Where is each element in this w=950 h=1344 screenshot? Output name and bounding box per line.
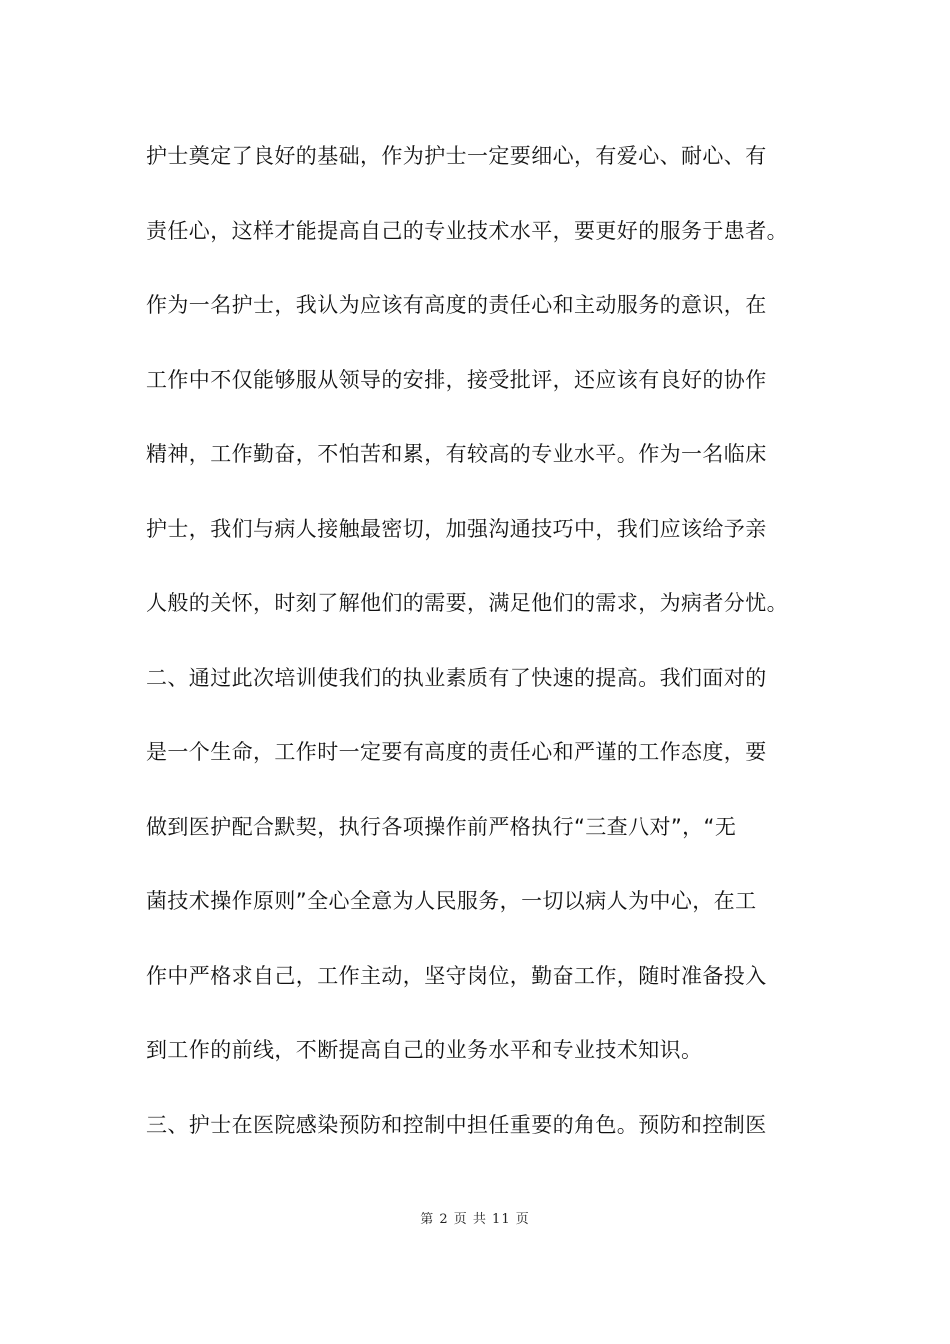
page-number-footer: 第 2 页 共 11 页 <box>420 1212 530 1227</box>
text-line: 作中严格求自己，工作主动，坚守岗位，勤奋工作，随时准备投入 <box>146 963 767 988</box>
text-line: 责任心，这样才能提高自己的专业技术水平，要更好的服务于患者。 <box>146 218 788 243</box>
text-line: 到工作的前线，不断提高自己的业务水平和专业技术知识。 <box>146 1038 703 1062</box>
text-line: 二、通过此次培训使我们的执业素质有了快速的提高。我们面对的 <box>146 665 767 690</box>
body-text <box>146 137 816 1180</box>
text-line: 人般的关怀，时刻了解他们的需要，满足他们的需求，为病者分忧。 <box>146 591 788 615</box>
text-line: 工作中不仅能够服从领导的安排，接受批评，还应该有良好的协作 <box>146 367 767 392</box>
text-line: 是一个生命，工作时一定要有高度的责任心和严谨的工作态度，要 <box>146 740 767 764</box>
text-line: 作为一名护士，我认为应该有高度的责任心和主动服务的意识，在 <box>146 293 767 317</box>
text-line: 菌技术操作原则”全心全意为人民服务，一切以病人为中心，在工 <box>146 889 757 913</box>
text-line: 做到医护配合默契，执行各项操作前严格执行“三查八对”，“无 <box>146 814 737 839</box>
text-line: 三、护士在医院感染预防和控制中担任重要的角色。预防和控制医 <box>146 1112 767 1137</box>
text-line: 护士奠定了良好的基础，作为护士一定要细心，有爱心、耐心、有 <box>146 144 767 168</box>
text-line: 精神，工作勤奋，不怕苦和累，有较高的专业水平。作为一名临床 <box>146 442 767 466</box>
text-line: 护士，我们与病人接触最密切，加强沟通技巧中，我们应该给予亲 <box>146 516 767 541</box>
